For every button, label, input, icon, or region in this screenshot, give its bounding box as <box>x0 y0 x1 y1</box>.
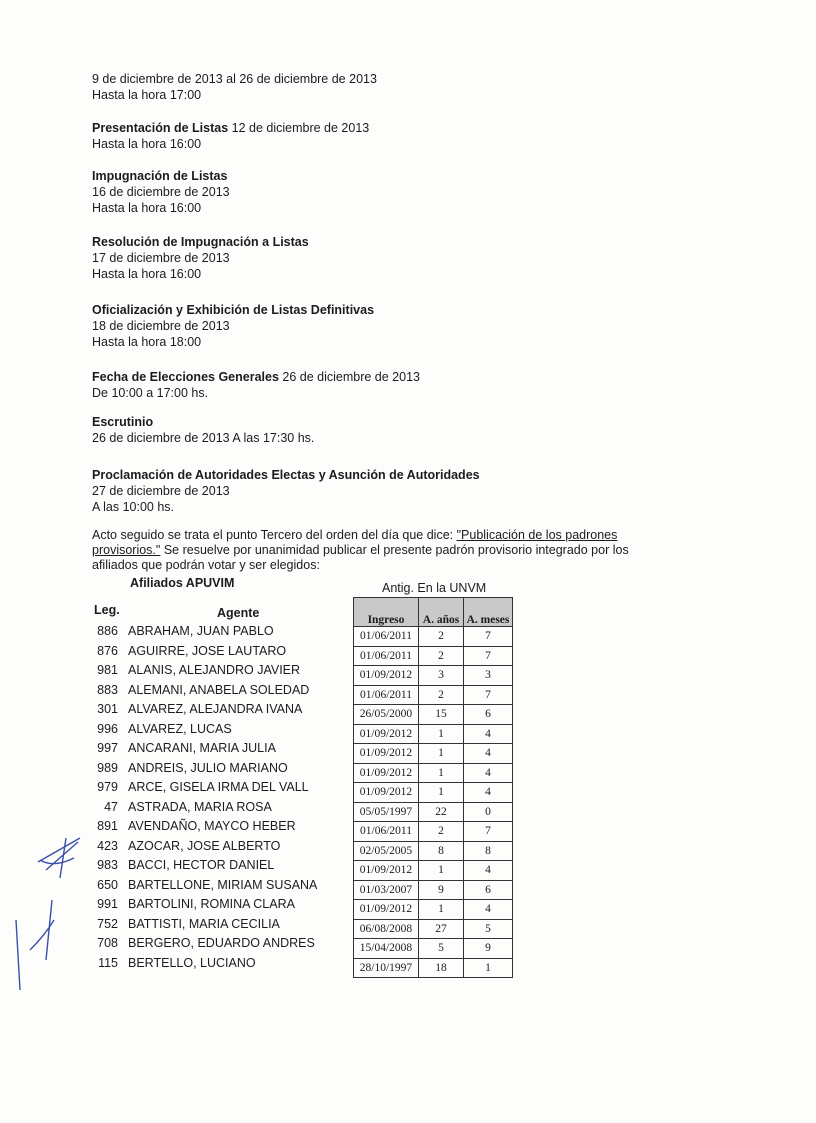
antiguedad-table <box>353 597 513 978</box>
paragraph-intro: Acto seguido se trata el punto Tercero del orden del día que dice: <box>92 528 457 542</box>
member-leg: 983 <box>97 858 118 872</box>
anios-cell: 2 <box>419 685 464 705</box>
meses-cell: 4 <box>464 783 513 803</box>
ingreso-cell: 01/06/2011 <box>354 627 419 647</box>
anios-cell: 27 <box>419 919 464 939</box>
table-row <box>354 919 513 939</box>
table-row <box>354 822 513 842</box>
anios-cell: 3 <box>419 666 464 686</box>
meses-cell: 7 <box>464 822 513 842</box>
schedule-heading-line <box>92 414 314 430</box>
meses-cell: 7 <box>464 646 513 666</box>
member-name: ASTRADA, MARIA ROSA <box>128 799 272 814</box>
schedule-item <box>92 414 314 446</box>
member-leg: 883 <box>97 682 118 697</box>
member-leg: 886 <box>97 624 118 638</box>
meses-cell: 4 <box>464 861 513 881</box>
schedule-heading-line <box>92 302 374 318</box>
schedule-heading-line <box>92 168 230 184</box>
antiguedad-title: Antig. En la UNVM <box>382 581 487 595</box>
table-row <box>354 958 513 978</box>
ingreso-cell: 01/09/2012 <box>354 783 419 803</box>
meses-column-header: A. meses <box>464 598 513 627</box>
schedule-item <box>92 234 309 282</box>
table-row <box>354 685 513 705</box>
table-row <box>354 900 513 920</box>
member-leg: 301 <box>97 702 118 716</box>
member-name: BARTOLINI, ROMINA CLARA <box>128 897 295 911</box>
table-row <box>354 861 513 881</box>
ingreso-cell: 01/09/2012 <box>354 900 419 920</box>
schedule-detail: Hasta la hora 18:00 <box>92 335 202 349</box>
meses-cell: 0 <box>464 802 513 822</box>
member-leg: 996 <box>97 721 118 736</box>
table-row <box>354 841 513 861</box>
schedule-heading: Resolución de Impugnación a Listas <box>92 235 309 249</box>
leg-column-header: Leg. <box>94 603 120 617</box>
member-leg: 997 <box>97 741 118 755</box>
ingreso-cell: 06/08/2008 <box>354 919 419 939</box>
member-name: BATTISTI, MARIA CECILIA <box>128 916 280 931</box>
anios-cell: 2 <box>419 627 464 647</box>
anios-cell: 2 <box>419 822 464 842</box>
anios-cell: 1 <box>419 900 464 920</box>
schedule-detail: 9 de diciembre de 2013 al 26 de diciembre de 2013 <box>92 72 377 86</box>
anios-cell: 5 <box>419 939 464 959</box>
member-leg: 708 <box>97 936 118 950</box>
member-leg: 989 <box>97 760 118 775</box>
member-leg: 47 <box>104 799 118 814</box>
member-name: BACCI, HECTOR DANIEL <box>128 858 275 872</box>
ingreso-cell: 28/10/1997 <box>354 958 419 978</box>
meses-cell: 4 <box>464 744 513 764</box>
member-name: AGUIRRE, JOSE LAUTARO <box>128 643 287 658</box>
meses-cell: 4 <box>464 724 513 744</box>
schedule-item <box>92 369 420 401</box>
schedule-item <box>92 302 374 350</box>
member-name: ALVAREZ, LUCAS <box>128 721 232 736</box>
table-row <box>354 724 513 744</box>
ingreso-cell: 01/06/2011 <box>354 685 419 705</box>
schedule-heading: Oficialización y Exhibición de Listas Definitivas <box>92 303 375 317</box>
meses-cell: 1 <box>464 958 513 978</box>
ingreso-cell: 01/09/2012 <box>354 666 419 686</box>
schedule-detail: 26 de diciembre de 2013 A las 17:30 hs. <box>92 431 315 445</box>
member-leg: 752 <box>97 916 118 931</box>
anios-cell: 1 <box>419 861 464 881</box>
schedule-detail: De 10:00 a 17:00 hs. <box>92 386 209 400</box>
schedule-detail: 27 de diciembre de 2013 <box>92 484 230 498</box>
schedule-item <box>92 71 377 103</box>
member-name: ALEMANI, ANABELA SOLEDAD <box>128 682 310 697</box>
paragraph-agenda-item: "Publicación de los padrones provisorios." <box>92 528 618 557</box>
schedule-heading: Presentación de Listas <box>92 121 229 135</box>
agente-column-header: Agente <box>217 606 260 620</box>
member-leg: 981 <box>97 663 118 677</box>
ingreso-cell: 01/03/2007 <box>354 880 419 900</box>
member-leg: 876 <box>97 643 118 658</box>
schedule-item <box>92 467 480 515</box>
member-leg: 991 <box>97 897 118 911</box>
meses-cell: 7 <box>464 627 513 647</box>
schedule-detail: Hasta la hora 16:00 <box>92 137 202 151</box>
member-leg: 979 <box>97 780 118 794</box>
anios-cell: 1 <box>419 724 464 744</box>
schedule-detail: 16 de diciembre de 2013 <box>92 185 230 199</box>
member-name: ARCE, GISELA IRMA DEL VALL <box>128 780 309 794</box>
meses-cell: 9 <box>464 939 513 959</box>
schedule-heading-line <box>92 120 369 136</box>
meses-cell: 6 <box>464 880 513 900</box>
member-name: ANCARANI, MARIA JULIA <box>128 741 276 755</box>
schedule-detail: 17 de diciembre de 2013 <box>92 251 230 265</box>
ingreso-cell: 01/06/2011 <box>354 646 419 666</box>
anios-cell: 9 <box>419 880 464 900</box>
ingreso-cell: 26/05/2000 <box>354 705 419 725</box>
table-row <box>354 802 513 822</box>
table-row <box>354 744 513 764</box>
meses-cell: 6 <box>464 705 513 725</box>
member-name: ALANIS, ALEJANDRO JAVIER <box>128 663 301 677</box>
table-row <box>354 939 513 959</box>
table-row <box>354 666 513 686</box>
schedule-date: 26 de diciembre de 2013 <box>278 370 420 384</box>
table-row <box>354 763 513 783</box>
anios-cell: 18 <box>419 958 464 978</box>
table-row <box>354 705 513 725</box>
table-row <box>354 646 513 666</box>
meses-cell: 4 <box>464 900 513 920</box>
ingreso-cell: 01/09/2012 <box>354 861 419 881</box>
ingreso-cell: 01/09/2012 <box>354 744 419 764</box>
member-name: ANDREIS, JULIO MARIANO <box>128 760 288 775</box>
schedule-detail: A las 10:00 hs. <box>92 500 175 514</box>
anios-cell: 1 <box>419 744 464 764</box>
anios-cell: 15 <box>419 705 464 725</box>
member-leg: 650 <box>97 877 118 892</box>
anios-cell: 1 <box>419 763 464 783</box>
anios-cell: 2 <box>419 646 464 666</box>
member-leg: 115 <box>98 955 118 970</box>
ingreso-cell: 05/05/1997 <box>354 802 419 822</box>
schedule-detail: Hasta la hora 17:00 <box>92 88 202 102</box>
ingreso-column-header: Ingreso <box>354 598 419 627</box>
handwritten-marks <box>10 820 90 1000</box>
schedule-date: 12 de diciembre de 2013 <box>228 121 370 135</box>
anios-cell: 1 <box>419 783 464 803</box>
anios-cell: 8 <box>419 841 464 861</box>
resolution-paragraph <box>92 528 652 573</box>
ingreso-cell: 02/05/2005 <box>354 841 419 861</box>
schedule-item <box>92 168 230 216</box>
schedule-heading-line <box>92 234 309 250</box>
member-name: BARTELLONE, MIRIAM SUSANA <box>128 877 318 892</box>
member-name: BERTELLO, LUCIANO <box>128 955 256 970</box>
schedule-detail: Hasta la hora 16:00 <box>92 201 202 215</box>
schedule-detail: Hasta la hora 16:00 <box>92 267 202 281</box>
table-row <box>354 880 513 900</box>
schedule-heading-line <box>92 369 420 385</box>
meses-cell: 7 <box>464 685 513 705</box>
schedule-item <box>92 120 369 152</box>
ingreso-cell: 15/04/2008 <box>354 939 419 959</box>
schedule-heading: Fecha de Elecciones Generales <box>92 370 279 384</box>
schedule-heading: Impugnación de Listas <box>92 169 228 183</box>
afiliados-title: Afiliados APUVIM <box>130 576 235 590</box>
meses-cell: 4 <box>464 763 513 783</box>
ingreso-cell: 01/09/2012 <box>354 724 419 744</box>
anios-column-header: A. años <box>419 598 464 627</box>
member-leg: 423 <box>97 838 118 853</box>
table-row <box>354 783 513 803</box>
schedule-heading: Proclamación de Autoridades Electas y Asunción de Autoridades <box>92 468 480 482</box>
member-name: AVENDAÑO, MAYCO HEBER <box>128 819 296 833</box>
paragraph-resolution: Se resuelve por unanimidad publicar el presente padrón provisorio integrado por los afiliados que podrán votar y ser elegidos: <box>92 543 629 572</box>
anios-cell: 22 <box>419 802 464 822</box>
member-name: ABRAHAM, JUAN PABLO <box>128 624 274 638</box>
schedule-detail: 18 de diciembre de 2013 <box>92 319 230 333</box>
meses-cell: 8 <box>464 841 513 861</box>
ingreso-cell: 01/09/2012 <box>354 763 419 783</box>
schedule-heading-line <box>92 467 480 483</box>
member-name: AZOCAR, JOSE ALBERTO <box>128 838 281 853</box>
ingreso-cell: 01/06/2011 <box>354 822 419 842</box>
schedule-heading: Escrutinio <box>92 415 154 429</box>
table-row <box>354 627 513 647</box>
member-leg: 891 <box>97 819 118 833</box>
meses-cell: 5 <box>464 919 513 939</box>
member-name: BERGERO, EDUARDO ANDRES <box>128 936 315 950</box>
member-name: ALVAREZ, ALEJANDRA IVANA <box>128 702 303 716</box>
meses-cell: 3 <box>464 666 513 686</box>
